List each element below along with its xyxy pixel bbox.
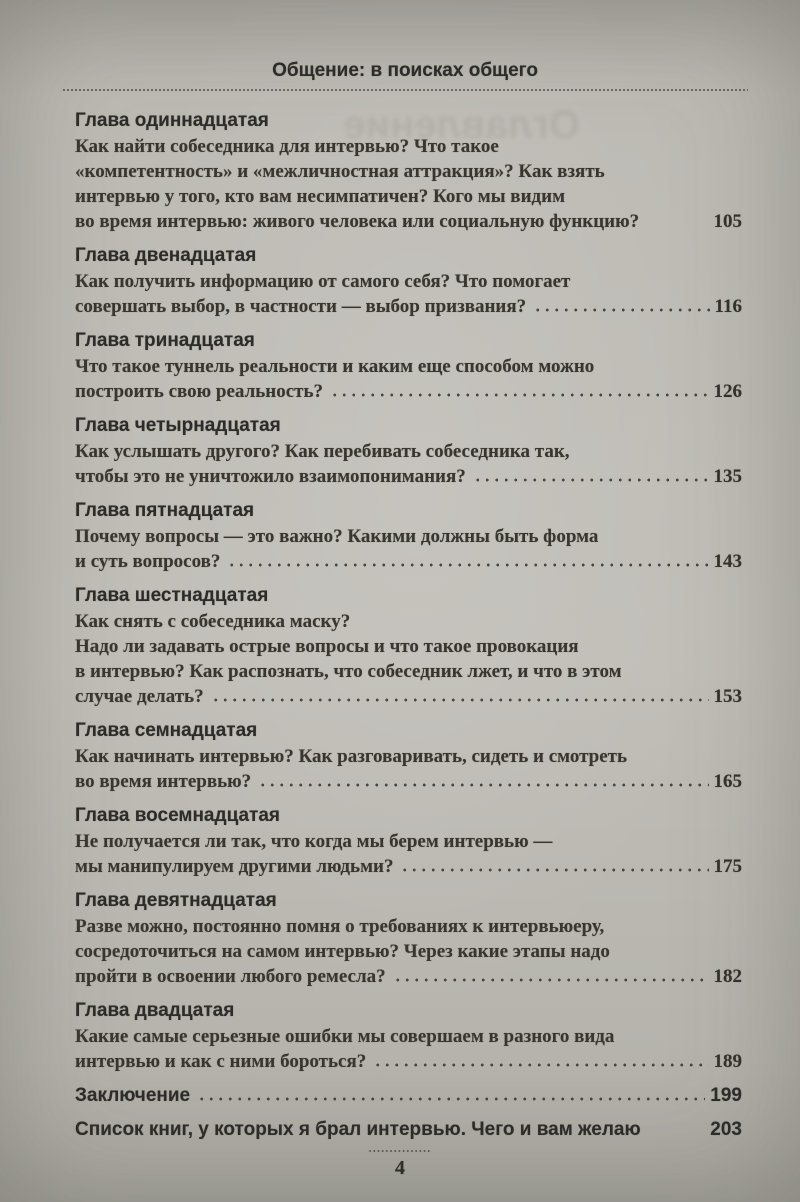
toc-entry-chapter-19	[75, 888, 742, 989]
chapter-description-line: Как найти собеседника для интервью? Что такое	[75, 136, 499, 157]
chapter-last-line	[75, 769, 742, 794]
chapter-last-line	[75, 549, 742, 574]
page-number: 116	[714, 296, 742, 317]
toc-entry-chapter-20	[75, 998, 742, 1074]
chapter-description-line: Какие самые серьезные ошибки мы совершаем в разного вида	[75, 1026, 615, 1047]
dot-leader	[258, 781, 708, 789]
chapter-description-line: Как снять с собеседника маску?	[75, 611, 351, 632]
leader-gap	[648, 1129, 706, 1137]
chapter-title: Глава одиннадцатая	[75, 110, 269, 131]
page-number: 135	[713, 466, 742, 487]
dot-leader	[227, 561, 708, 569]
chapter-description-line: сосредоточиться на самом интервью? Через какие этапы надо	[75, 941, 610, 962]
dot-leader	[330, 391, 708, 399]
dot-leader	[400, 866, 708, 874]
chapter-description-line: Разве можно, постоянно помня о требованиях к интервьюеру,	[75, 916, 605, 937]
chapter-description-line: и суть вопросов?	[75, 551, 221, 572]
chapter-description-line: Надо ли задавать острые вопросы и что такое провокация	[75, 636, 579, 657]
chapter-title: Глава восемнадцатая	[75, 805, 281, 826]
chapter-last-line	[75, 379, 742, 404]
chapter-description-line: в интервью? Как распознать, что собеседник лжет, и что в этом	[75, 661, 622, 682]
toc-entry-chapter-16	[75, 583, 742, 709]
page-number: 182	[713, 966, 742, 987]
chapter-title: Глава шестнадцатая	[75, 585, 269, 606]
header-dotted-rule	[62, 88, 748, 92]
chapter-description-line: Как начинать интервью? Как разговаривать, сидеть и смотреть	[75, 746, 628, 767]
folio-page-number: 4	[395, 1157, 405, 1179]
page-number: 143	[713, 551, 742, 572]
chapter-description-line: совершать выбор, в частности — выбор призвания?	[75, 296, 527, 317]
chapter-description-line: интервью и как с ними бороться?	[75, 1051, 367, 1072]
chapter-title: Глава четырнадцатая	[75, 415, 281, 436]
page-number: 203	[710, 1119, 742, 1140]
page-number: 105	[713, 211, 742, 232]
toc-entry-chapter-15	[75, 498, 742, 574]
leader-gap	[646, 221, 708, 229]
dot-leader	[211, 696, 709, 704]
chapter-description-line: Почему вопросы — это важно? Какими должны быть форма	[75, 526, 599, 547]
chapter-title: Глава пятнадцатая	[75, 500, 255, 521]
chapter-last-line	[75, 854, 742, 879]
chapter-description-line: во время интервью: живого человека или социальную функцию?	[75, 211, 640, 232]
chapter-description-line: построить свою реальность?	[75, 381, 324, 402]
section-title: Заключение	[75, 1085, 191, 1106]
page-number: 175	[713, 856, 742, 877]
toc-entry-chapter-11	[75, 108, 742, 234]
toc-entry-chapter-17	[75, 718, 742, 794]
footer-dotted-rule	[368, 1149, 432, 1153]
page-number: 199	[710, 1085, 742, 1106]
chapter-last-line	[75, 294, 742, 319]
chapter-description-line: Как услышать другого? Как перебивать собеседника так,	[75, 441, 570, 462]
toc-entry-chapter-13	[75, 328, 742, 404]
chapter-description-line: Как получить информацию от самого себя? Что помогает	[75, 271, 571, 292]
chapter-description-line: «компетентность» и «межличностная аттракция»? Как взять	[75, 161, 605, 182]
toc-entry-chapter-18	[75, 803, 742, 879]
book-list-line	[75, 1117, 742, 1142]
chapter-title: Глава тринадцатая	[75, 330, 255, 351]
section-title: Список книг, у которых я брал интервью. Чего и вам желаю	[75, 1119, 641, 1140]
chapter-title: Глава девятнадцатая	[75, 890, 277, 911]
chapter-last-line	[75, 684, 742, 709]
chapter-description-line: случае делать?	[75, 686, 204, 707]
chapter-description-line: во время интервью?	[75, 771, 252, 792]
chapter-description-line: чтобы это не уничтожило взаимопонимания?	[75, 466, 466, 487]
page-number: 189	[713, 1051, 742, 1072]
conclusion-line	[75, 1083, 742, 1108]
page-number: 153	[713, 686, 742, 707]
chapter-last-line	[75, 209, 742, 234]
dot-leader	[373, 1061, 708, 1069]
dot-leader	[533, 306, 709, 314]
running-header: Общение: в поисках общего	[272, 60, 538, 81]
chapter-description-line: мы манипулируем другими людьми?	[75, 856, 394, 877]
chapter-last-line	[75, 464, 742, 489]
dot-leader	[473, 476, 709, 484]
dot-leader	[197, 1095, 705, 1103]
chapter-last-line	[75, 1049, 742, 1074]
chapter-description-line: Что такое туннель реальности и каким еще способом можно	[75, 356, 595, 377]
chapter-description-line: Не получается ли так, что когда мы берем интервью —	[75, 831, 553, 852]
toc-entry-book-list	[75, 1117, 742, 1142]
chapter-title: Глава семнадцатая	[75, 720, 258, 741]
page-number: 126	[713, 381, 742, 402]
chapter-title: Глава двенадцатая	[75, 245, 257, 266]
chapter-title: Глава двадцатая	[75, 1000, 235, 1021]
toc-entry-conclusion	[75, 1083, 742, 1108]
show-through-ghost-text: Оглавление	[343, 103, 580, 147]
page-number: 165	[713, 771, 742, 792]
chapter-description-line: интервью у того, кто вам несимпатичен? Кого мы видим	[75, 186, 566, 207]
toc-entry-chapter-12	[75, 243, 742, 319]
table-of-contents	[75, 108, 742, 1151]
toc-entry-chapter-14	[75, 413, 742, 489]
dot-leader	[393, 976, 709, 984]
chapter-description-line: пройти в освоении любого ремесла?	[75, 966, 386, 987]
chapter-last-line	[75, 964, 742, 989]
